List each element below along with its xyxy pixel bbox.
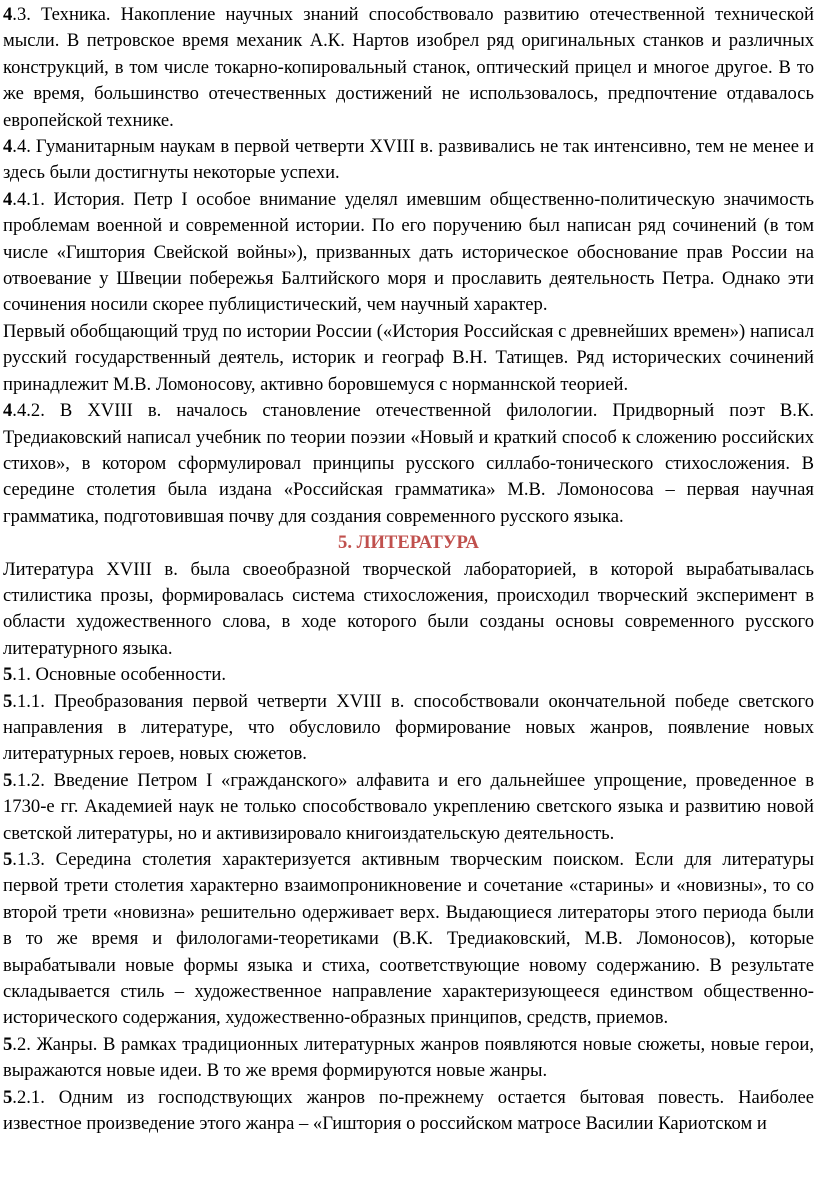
section-number: 5 xyxy=(3,1086,13,1108)
section-number: 5 xyxy=(3,769,13,791)
section-number: 5 xyxy=(3,1033,13,1055)
paragraph-5-2-1 xyxy=(3,1085,814,1138)
paragraph-text: .1.1. Преобразования первой четверти XVIII в. способствовали окончательной победе светского направления в литературе, что обусловило формирование новых жанров, появление новых литературных героев, новых сюжетов. xyxy=(3,690,814,765)
paragraph-5-2 xyxy=(3,1032,814,1085)
paragraph-4-4-1 xyxy=(3,187,814,319)
paragraph-literature-intro xyxy=(3,557,814,663)
paragraph-text: .1. Основные особенности. xyxy=(12,664,227,686)
paragraph-5-1 xyxy=(3,662,814,688)
section-number: 4 xyxy=(3,4,13,25)
section-number: 4 xyxy=(3,136,13,158)
paragraph-4-4 xyxy=(3,134,814,187)
paragraph-text: .4.2. В XVIII в. началось становление отечественной филологии. Придворный поэт В.К. Тредиаковский написал учебник по теории поэзии «Новый и краткий способ к сложению российских стихов», в котором сформулировал принципы русского силлабо-тонического стихосложения. В середине столетия была издана «Российская грамматика» М.В. Ломоносова – первая научная грамматика, подготовившая почву для создания современного русского языка. xyxy=(3,400,814,527)
paragraph-text: .2. Жанры. В рамках традиционных литературных жанров появляются новые сюжеты, новые герои, выражаются новые идеи. В то же время формируются новые жанры. xyxy=(3,1033,814,1082)
paragraph-5-1-3 xyxy=(3,847,814,1032)
section-number: 5 xyxy=(3,664,13,686)
section-number: 4 xyxy=(3,400,13,422)
paragraph-4-4-2 xyxy=(3,398,814,530)
paragraph-5-1-2 xyxy=(3,768,814,847)
paragraph-text: .2.1. Одним из господствующих жанров по-прежнему остается бытовая повесть. Наиболее известное произведение этого жанра – «Гиштория о российском матросе Василии Кариотском и xyxy=(3,1086,814,1135)
paragraph-text: .3. Техника. Накопление научных знаний способствовало развитию отечественной технической мысли. В петровское время механик А.К. Нартов изобрел ряд оригинальных станков и различных конструкций, в том числе токарно-копировальный станок, оптический прицел и многое другое. В то же время, большинство отечественных достижений не использовалось, предпочтение отдавалось европейской технике. xyxy=(3,4,814,131)
section-heading-literature: 5. ЛИТЕРАТУРА xyxy=(338,532,479,554)
section-number: 4 xyxy=(3,188,13,210)
paragraph-text: .4. Гуманитарным наукам в первой четверти XVIII в. развивались не так интенсивно, тем не менее и здесь были достигнуты некоторые успехи. xyxy=(3,136,814,184)
paragraph-text: Литература XVIII в. была своеобразной творческой лабораторией, в которой вырабатывалась стилистика прозы, формировалась система стихосложения, происходил творческий эксперимент в области художественного слова, в ходе которого были созданы основы современного русского литературного языка. xyxy=(3,558,814,659)
section-number: 5 xyxy=(3,690,13,712)
paragraph-tatishchev xyxy=(3,319,814,398)
paragraph-text: Первый обобщающий труд по истории России («История Российская с древнейших времен») написал русский государственный деятель, историк и географ В.Н. Татищев. Ряд исторических сочинений принадлежит М.В. Ломоносову, активно боровшемуся с норманнской теорией. xyxy=(3,320,814,395)
paragraph-text: .1.3. Середина столетия характеризуется активным творческим поиском. Если для литературы первой трети столетия характерно взаимопроникновение и сочетание «старины» и «новизны», то со второй трети «новизна» решительно одерживает верх. Выдающиеся литераторы этого периода были в то же время и филологами-теоретиками (В.К. Тредиаковский, М.В. Ломоносов), которые вырабатывали новые формы языка и стиха, соответствующие новому содержанию. В результате складывается стиль – художественное направление характеризующееся единством общественно-исторического содержания, художественно-образных принципов, средств, приемов. xyxy=(3,849,814,1029)
paragraph-text: .1.2. Введение Петром I «гражданского» алфавита и его дальнейшее упрощение, проведенное в 1730-е гг. Академией наук не только способствовало укреплению светского языка и развитию новой светской литературы, но и активизировало книгоиздательскую деятельность. xyxy=(3,769,814,844)
section-number: 5 xyxy=(3,849,13,870)
paragraph-text: .4.1. История. Петр I особое внимание уделял имевшим общественно-политическую значимость проблемам военной и современной истории. По его поручению был написан ряд сочинений (в том числе «Гиштория Свейской войны»), призванных дать историческое обоснование прав России на отвоевание у Швеции побережья Балтийского моря и прославить деятельность Петра. Однако эти сочинения носили скорее публицистический, чем научный характер. xyxy=(3,188,814,316)
paragraph-4-3 xyxy=(3,2,814,134)
paragraph-5-1-1 xyxy=(3,689,814,768)
